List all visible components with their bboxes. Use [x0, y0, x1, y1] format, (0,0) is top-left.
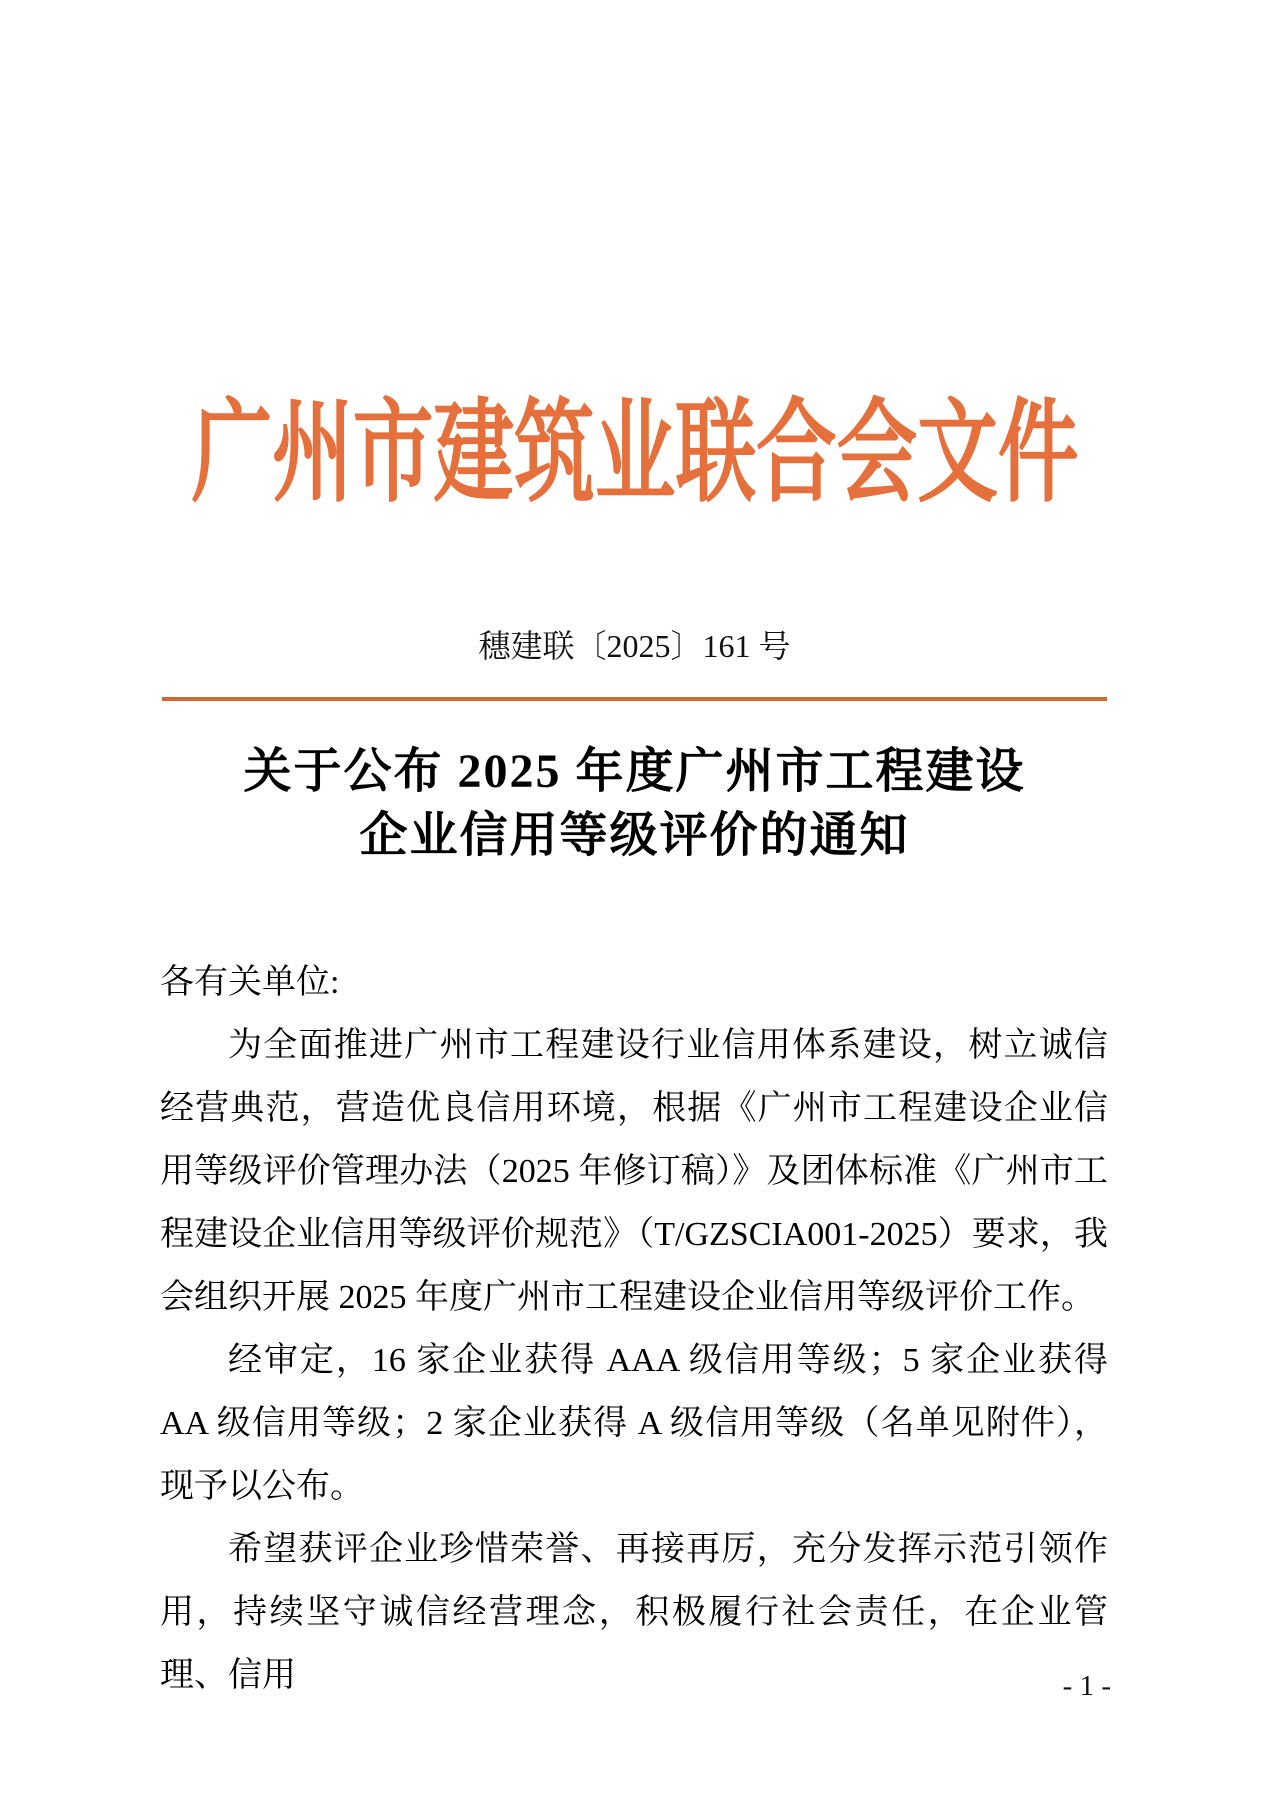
notice-title [0, 740, 1269, 868]
body-paragraph: 经审定，16 家企业获得 AAA 级信用等级；5 家企业获得 AA 级信用等级；2 家企业获得 A 级信用等级（名单见附件），现予以公布。 [160, 1342, 1108, 1505]
notice-title-line1: 关于公布 2025 年度广州市工程建设 [243, 745, 1026, 798]
letterhead-org-title-text: 广州市建筑业联合会文件 [190, 392, 1079, 516]
body-paragraph: 希望获评企业珍惜荣誉、再接再厉，充分发挥示范引领作用，持续坚守诚信经营理念，积极履行社会责任，在企业管理、信用 [160, 1531, 1108, 1694]
page-number: - 1 - [1062, 1670, 1111, 1702]
notice-title-line2: 企业信用等级评价的通知 [359, 809, 910, 862]
notice-body [160, 951, 1108, 1707]
salutation: 各有关单位: [160, 964, 340, 1001]
letterhead-org-title [0, 392, 1269, 516]
letterhead-divider-rule [162, 697, 1107, 701]
document-number: 穗建联〔2025〕161 号 [478, 628, 791, 664]
body-paragraph: 为全面推进广州市工程建设行业信用体系建设，树立诚信经营典范，营造优良信用环境，根据《广州市工程建设企业信用等级评价管理办法（2025 年修订稿）》及团体标准《广州市工程建设企业信用等级评价规范》（T/GZSCIA001-2025）要求，我会组织开展 2025 年度广州市工程建设企业信用等级评价工作。 [160, 1027, 1108, 1316]
